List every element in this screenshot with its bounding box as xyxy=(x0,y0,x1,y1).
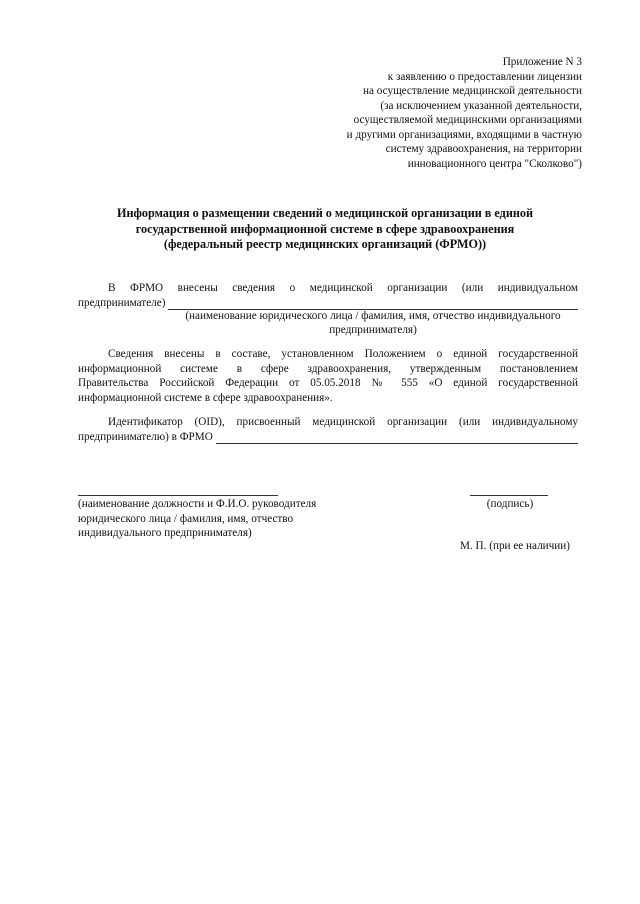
head-name-field[interactable] xyxy=(78,483,278,496)
signature-field[interactable] xyxy=(470,483,548,496)
paragraph-line: информационной системе в сфере здравоохранения». xyxy=(78,391,333,404)
paragraph-line: Сведения внесены в составе, установленном Положением о единой государственной xyxy=(108,348,578,360)
frmo-entry-paragraph xyxy=(78,281,578,337)
paragraph-line: В ФРМО внесены сведения о медицинской организации (или индивидуальном xyxy=(108,282,578,294)
document-title xyxy=(90,206,560,253)
oid-line xyxy=(78,430,578,445)
signatory-caption-line: юридического лица / фамилия, имя, отчество xyxy=(78,512,294,525)
appendix-line: осуществляемой медицинскими организациями xyxy=(353,114,582,126)
oid-paragraph xyxy=(78,415,578,444)
title-line: Информация о размещении сведений о медицинской организации в единой xyxy=(116,206,534,220)
paragraph-line: Правительства Российской Федерации от 05.05.2018 № 555 «О единой государственной xyxy=(78,377,578,389)
signatory-caption-line: (наименование должности и Ф.И.О. руководителя xyxy=(78,498,317,510)
appendix-line: (за исключением указанной деятельности, xyxy=(380,99,582,112)
paragraph-line: Идентификатор (OID), присвоенный медицинской организации (или индивидуальному xyxy=(108,416,578,428)
paragraph-line: информационной системе в сфере здравоохранения, утвержденным постановлением xyxy=(78,362,578,375)
oid-field[interactable] xyxy=(216,433,578,444)
appendix-line: на осуществление медицинской деятельности xyxy=(363,85,582,97)
line-prefix: предпринимателе) xyxy=(78,296,166,309)
caption-line: (наименование юридического лица / фамилия, имя, отчество индивидуального xyxy=(185,310,561,322)
head-signatory-block xyxy=(78,483,358,541)
organization-name-field[interactable] xyxy=(168,299,578,310)
field-caption xyxy=(168,310,578,337)
line-prefix: предпринимателю) в ФРМО xyxy=(78,430,213,443)
signatory-caption-line: индивидуального предпринимателя) xyxy=(78,527,252,539)
signature-caption: (подпись) xyxy=(486,498,534,510)
appendix-line: к заявлению о предоставлении лицензии xyxy=(387,70,582,83)
appendix-line: и другими организациями, входящими в частную xyxy=(346,128,582,141)
appendix-header xyxy=(252,55,582,171)
organization-name-line xyxy=(78,296,578,311)
title-line: (федеральный реестр медицинских организаций (ФРМО)) xyxy=(163,237,487,251)
signature-block xyxy=(470,483,550,512)
appendix-line: систему здравоохранения, на территории xyxy=(385,143,582,155)
composition-paragraph xyxy=(78,347,578,405)
caption-line: предпринимателя) xyxy=(329,323,417,336)
appendix-line: инновационного центра "Сколково") xyxy=(407,157,582,170)
stamp-note: М. П. (при ее наличии) xyxy=(460,540,570,552)
appendix-line: Приложение N 3 xyxy=(502,56,582,68)
title-line: государственной информационной системе в сфере здравоохранения xyxy=(135,221,515,236)
